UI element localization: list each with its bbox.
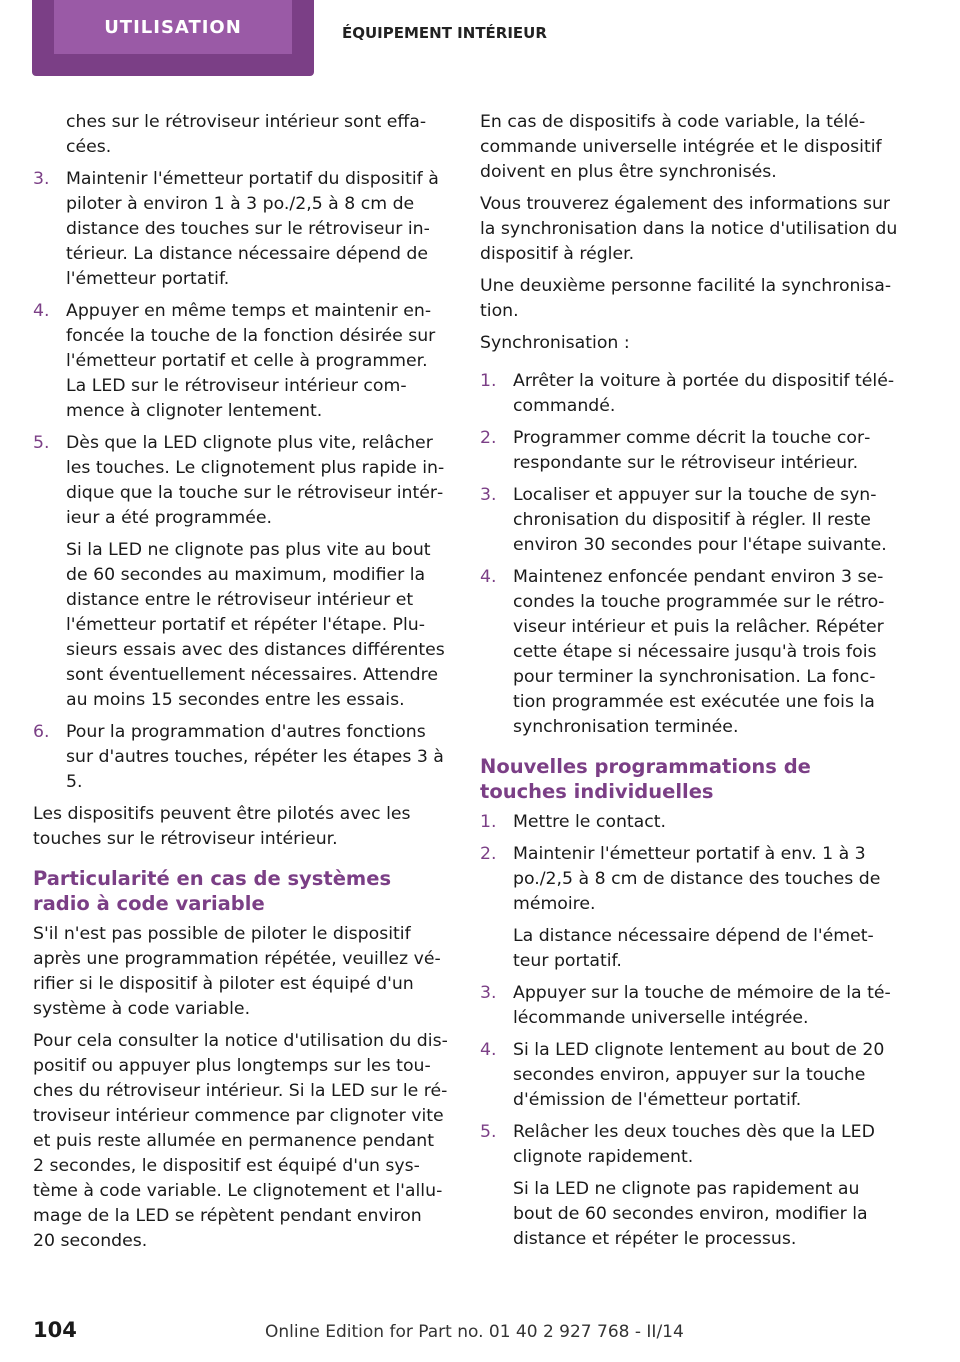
paragraph: Vous trouverez également des informations sur la synchronisation dans la notice d'utilisation du dispositif à régler. (480, 194, 898, 264)
list-item (480, 1038, 898, 1113)
list-text: Maintenir l'émetteur portatif du dispositif à piloter à environ 1 à 3 po./2,5 à 8 cm de distance des touches sur le rétroviseur intérieur. La distance nécessaire dépend de l'émetteur portatif. (66, 169, 439, 289)
list-subtext: La distance nécessaire dépend de l'émetteur portatif. (513, 926, 874, 971)
paragraph: S'il n'est pas possible de piloter le dispositif après une programmation répétée, veuillez vérifier si le dispositif à piloter est équipé d'un système à code variable. (33, 924, 441, 1019)
list-item (480, 369, 898, 419)
chapter-tab-label: UTILISATION (54, 0, 292, 54)
list-text: Arrêter la voiture à portée du dispositif télécommandé. (513, 371, 895, 416)
list-item (33, 299, 448, 424)
list-item (480, 426, 898, 476)
chapter-tab[interactable] (32, 0, 314, 76)
paragraph: Une deuxième personne facilité la synchronisation. (480, 276, 892, 321)
list-item (480, 981, 898, 1031)
right-column (480, 110, 898, 1259)
list-text: Appuyer en même temps et maintenir enfoncée la touche de la fonction désirée sur l'émetteur portatif et celle à programmer. La LED sur le rétroviseur intérieur commence à clignoter lentement. (66, 301, 436, 421)
list-item (480, 810, 898, 835)
list-number: 2. (480, 844, 497, 864)
list-text: Relâcher les deux touches dès que la LED clignote rapidement. (513, 1122, 875, 1167)
list-number: 1. (480, 812, 497, 832)
page-number: 104 (33, 1318, 77, 1342)
list-item (480, 1120, 898, 1252)
list-text: Maintenez enfoncée pendant environ 3 secondes la touche programmée sur le rétroviseur intérieur et puis la relâcher. Répéter cette étape si nécessaire jusqu'à trois fois pour terminer la synchronisation. La fonction programmée est exécutée une fois la synchronisation terminée. (513, 567, 885, 737)
paragraph: Synchronisation : (480, 333, 630, 353)
list-text: Programmer comme décrit la touche correspondante sur le rétroviseur intérieur. (513, 428, 871, 473)
list-text: Dès que la LED clignote plus vite, relâcher les touches. Le clignotement plus rapide indique que la touche sur le rétroviseur intérieur a été programmée. (66, 433, 445, 528)
list-text: Maintenir l'émetteur portatif à env. 1 à 3 po./2,5 à 8 cm de distance des touches de mémoire. (513, 844, 881, 914)
list-number: 1. (480, 371, 497, 391)
paragraph: En cas de dispositifs à code variable, la télécommande universelle intégrée et le dispositif doivent en plus être synchronisés. (480, 112, 882, 182)
list-item (480, 842, 898, 974)
list-item (480, 565, 898, 740)
list-number: 3. (480, 983, 497, 1003)
list-item (33, 431, 448, 713)
left-column (33, 110, 448, 1261)
section-heading: Particularité en cas de systèmes radio à code variable (33, 867, 392, 915)
list-item (33, 720, 448, 795)
list-number: 4. (480, 567, 497, 587)
edition-footer: Online Edition for Part no. 01 40 2 927 768 - II/14 (265, 1322, 684, 1342)
list-text: Localiser et appuyer sur la touche de synchronisation du dispositif à régler. Il reste environ 30 secondes pour l'étape suivante. (513, 485, 887, 555)
continued-text: ches sur le rétroviseur intérieur sont effacées. (66, 112, 427, 157)
list-number: 5. (33, 433, 50, 453)
list-number: 5. (480, 1122, 497, 1142)
list-number: 6. (33, 722, 50, 742)
paragraph: Pour cela consulter la notice d'utilisation du dispositif ou appuyer plus longtemps sur les touches du rétroviseur intérieur. Si la LED sur le rétroviseur intérieur commence par clignoter vite et puis reste allumée en permanence pendant 2 secondes, le dispositif est équipé d'un système à code variable. Le clignotement et l'allumage de la LED se répètent pendant environ 20 secondes. (33, 1031, 448, 1251)
list-number: 3. (480, 485, 497, 505)
list-text: Appuyer sur la touche de mémoire de la télécommande universelle intégrée. (513, 983, 891, 1028)
list-item (480, 483, 898, 558)
list-text: Si la LED clignote lentement au bout de 20 secondes environ, appuyer sur la touche d'émission de l'émetteur portatif. (513, 1040, 885, 1110)
list-number: 4. (33, 301, 50, 321)
list-text: Pour la programmation d'autres fonctions sur d'autres touches, répéter les étapes 3 à 5. (66, 722, 444, 792)
list-number: 4. (480, 1040, 497, 1060)
list-subtext: Si la LED ne clignote pas plus vite au bout de 60 secondes au maximum, modifier la distance entre le rétroviseur intérieur et l'émetteur portatif et répéter l'étape. Plusieurs essais avec des distances différentes sont éventuellement nécessaires. Attendre au moins 15 secondes entre les essais. (66, 540, 445, 710)
list-number: 2. (480, 428, 497, 448)
section-heading: Nouvelles programmations de touches individuelles (480, 755, 811, 803)
paragraph: Les dispositifs peuvent être pilotés avec les touches sur le rétroviseur intérieur. (33, 804, 411, 849)
list-text: Mettre le contact. (513, 812, 667, 832)
section-title: ÉQUIPEMENT INTÉRIEUR (342, 24, 547, 42)
list-subtext: Si la LED ne clignote pas rapidement au bout de 60 secondes environ, modifier la distance et répéter le processus. (513, 1179, 868, 1249)
list-item (33, 167, 448, 292)
list-number: 3. (33, 169, 50, 189)
